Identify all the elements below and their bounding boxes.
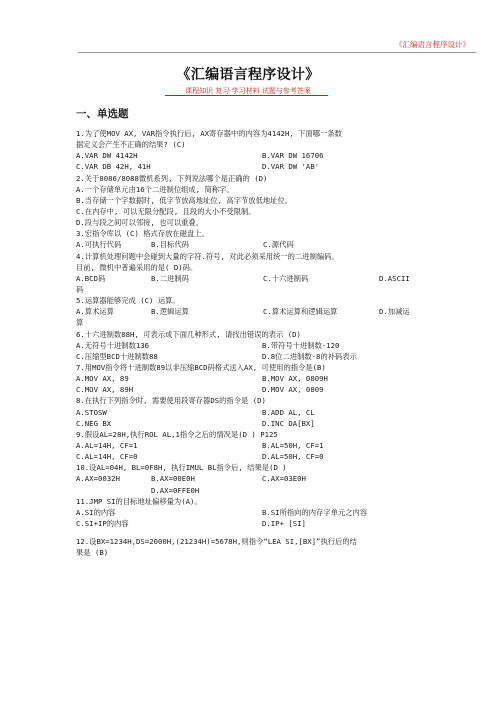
q1-option-c: C.VAR DB 42H, 41H [76, 162, 151, 172]
options-row [76, 306, 408, 317]
q7-stem: 7.用MOV指令将十进制数89以非压缩BCD码格式送入AX, 可使用的指令是(B) [76, 362, 326, 372]
options-row [76, 485, 408, 496]
q11-option-a: A.SI的内容 [76, 507, 116, 517]
q10-option-b: B.AX=00E0H [151, 474, 195, 484]
q8-stem: 8.在执行下列指令时, 需要使用段寄存器DS的指令是 (D) [76, 396, 266, 406]
question-stem [76, 173, 408, 184]
q1-stem-line2: 据定义会产生不正确的结果? (C) [76, 140, 186, 150]
running-header-title: 《汇编语言程序设计》 [395, 40, 470, 49]
options-row [76, 384, 408, 395]
q6-option-b: B.带符号十进制数-120 [262, 340, 340, 350]
options-row [76, 418, 408, 429]
q8-option-d: D.INC DA[BX] [262, 418, 315, 428]
spacer [76, 529, 408, 536]
q9-option-b: B.AL=50H, CF=1 [262, 440, 324, 450]
options-row [76, 239, 408, 250]
question-list [76, 128, 408, 558]
options-row [76, 451, 408, 462]
document-title: 《汇编语言程序设计》 [176, 67, 320, 83]
q2-option-d: D.段与段之间可以邻接, 也可以重叠。 [76, 218, 204, 228]
q5-option-a: A.算术运算 [76, 307, 114, 317]
q1-option-b: B.VAR DW 16706 [262, 151, 324, 161]
options-row [76, 440, 408, 451]
q7-option-b: B.MOV AX, 0809H [262, 374, 328, 384]
q9-stem: 9.假设AL=28H,执行ROL AL,1指令之后的情况是(D ) P125 [76, 429, 278, 439]
document-subtitle: 课程知识 复习 学习材料 试题与参考答案 [185, 87, 311, 95]
q6-option-a: A.无符号十进制数136 [76, 340, 150, 350]
question-stem [76, 228, 408, 239]
options-row [76, 407, 408, 418]
q5-option-d: D.加减运 [379, 307, 410, 317]
q11-option-d: D.IP+ [SI] [262, 518, 306, 528]
q9-option-d: D.AL=50H, CF=0 [262, 452, 324, 462]
option-wrap [76, 317, 408, 328]
q9-option-c: C.AL=14H, CF=0 [76, 452, 138, 462]
options-row [76, 340, 408, 351]
q7-option-a: A.MOV AX, 89 [76, 374, 129, 384]
q3-option-a: A.可执行代码 [76, 240, 122, 250]
q2-option-a: A.一个存储单元由16个二进制位组成, 简称字。 [76, 184, 234, 194]
q3-option-c: C.源代码 [263, 240, 294, 250]
question-stem [76, 536, 408, 547]
q3-option-b: B.目标代码 [151, 240, 189, 250]
q2-option-c: C.在内存中, 可以无限分配段, 且段的大小不受限制。 [76, 206, 256, 216]
question-stem [76, 547, 408, 558]
option-row [76, 195, 408, 206]
q8-option-c: C.NEG BX [76, 418, 112, 428]
q2-option-b: B.当存储一个字数据时, 低字节放高地址位, 高字节放低地址位。 [76, 195, 293, 205]
q4-option-c: C.十六进制码 [263, 273, 309, 283]
q5-stem: 5.运算器能够完成 (C) 运算。 [76, 296, 180, 306]
option-wrap [76, 284, 408, 295]
options-row [76, 473, 408, 484]
question-stem [76, 395, 408, 406]
subtitle-underline [165, 95, 328, 96]
q9-option-a: A.AL=14H, CF=1 [76, 440, 138, 450]
q11-option-b: B.SI所指向的内存字单元之内容 [262, 507, 368, 517]
q1-option-d: D.VAR DW 'AB' [262, 162, 320, 172]
question-stem [76, 262, 408, 273]
q1-option-a: A.VAR DW 4142H [76, 151, 138, 161]
options-row [76, 351, 408, 362]
section-heading: 一、单选题 [76, 108, 129, 120]
q10-option-c: C.AX=03E0H [262, 474, 306, 484]
q11-stem: 11.JMP SI的目标地址偏移量为(A)。 [76, 496, 202, 506]
q4-option-a: A.BCD码 [76, 273, 106, 283]
q6-option-c: C.压缩型BCD十进制数88 [76, 351, 158, 361]
options-row [76, 161, 408, 172]
question-stem [76, 128, 408, 139]
option-row [76, 217, 408, 228]
q6-option-d: D.8位二进制数-8的补码表示 [262, 351, 357, 361]
option-row [76, 206, 408, 217]
q10-option-d: D.AX=0FFE0H [151, 485, 200, 495]
question-stem [76, 139, 408, 150]
question-stem [76, 362, 408, 373]
q12-stem-line2: 果是 (B) [76, 548, 109, 558]
q5-option-d-wrap: 算 [76, 318, 84, 328]
q4-option-d-wrap: 码 [76, 284, 84, 294]
q4-stem-line2: 目前, 微机中普遍采用的是( D)码。 [76, 262, 198, 272]
q4-option-b: B.二进制码 [151, 273, 189, 283]
question-stem [76, 462, 408, 473]
q6-stem: 6.十六进制数88H, 可表示成下面几种形式, 请找出错误的表示 (D) [76, 329, 301, 339]
q8-option-b: B.ADD AL, CL [262, 407, 315, 417]
q11-option-c: C.SI+IP的内容 [76, 518, 129, 528]
q1-stem-line1: 1.为了使MOV AX, VAR指令执行后, AX寄存器中的内容为4142H, 下面哪一条数 [76, 129, 342, 138]
question-stem [76, 429, 408, 440]
q3-stem: 3.宏指令库以 (C) 格式存放在磁盘上。 [76, 229, 209, 239]
q10-option-a: A.AX=0032H [76, 474, 120, 484]
q8-option-a: A.STOSW [76, 407, 107, 417]
question-stem [76, 295, 408, 306]
q7-option-d: D.MOV AX, 0809 [262, 385, 324, 395]
question-stem [76, 251, 408, 262]
question-stem [76, 496, 408, 507]
options-row [76, 507, 408, 518]
q5-option-c: C.算术运算和逻辑运算 [263, 307, 338, 317]
options-row [76, 150, 408, 161]
q4-option-d: D.ASCII [379, 273, 410, 283]
q10-stem: 10.设AL=04H, BL=0F8H, 执行IMUL BL指令后, 结果是(D ) [76, 463, 287, 473]
options-row [76, 273, 408, 284]
q4-stem-line1: 4.计算机处理问题中会碰到大量的字符.符号, 对此必须采用统一的二进制编码。 [76, 251, 339, 261]
options-row [76, 518, 408, 529]
question-stem [76, 329, 408, 340]
q5-option-b: B.逻辑运算 [151, 307, 189, 317]
header-divider [78, 52, 476, 53]
options-row [76, 373, 408, 384]
q12-stem-line1: 12.设BX=1234H,DS=2000H,(21234H)=5678H,则指令“LEA SI,[BX]”执行后的结 [76, 537, 357, 547]
q2-stem: 2.关于8086/8088微机系列, 下列说法哪个是正确的 (D) [76, 173, 268, 183]
q7-option-c: C.MOV AX, 89H [76, 385, 134, 395]
option-row [76, 184, 408, 195]
